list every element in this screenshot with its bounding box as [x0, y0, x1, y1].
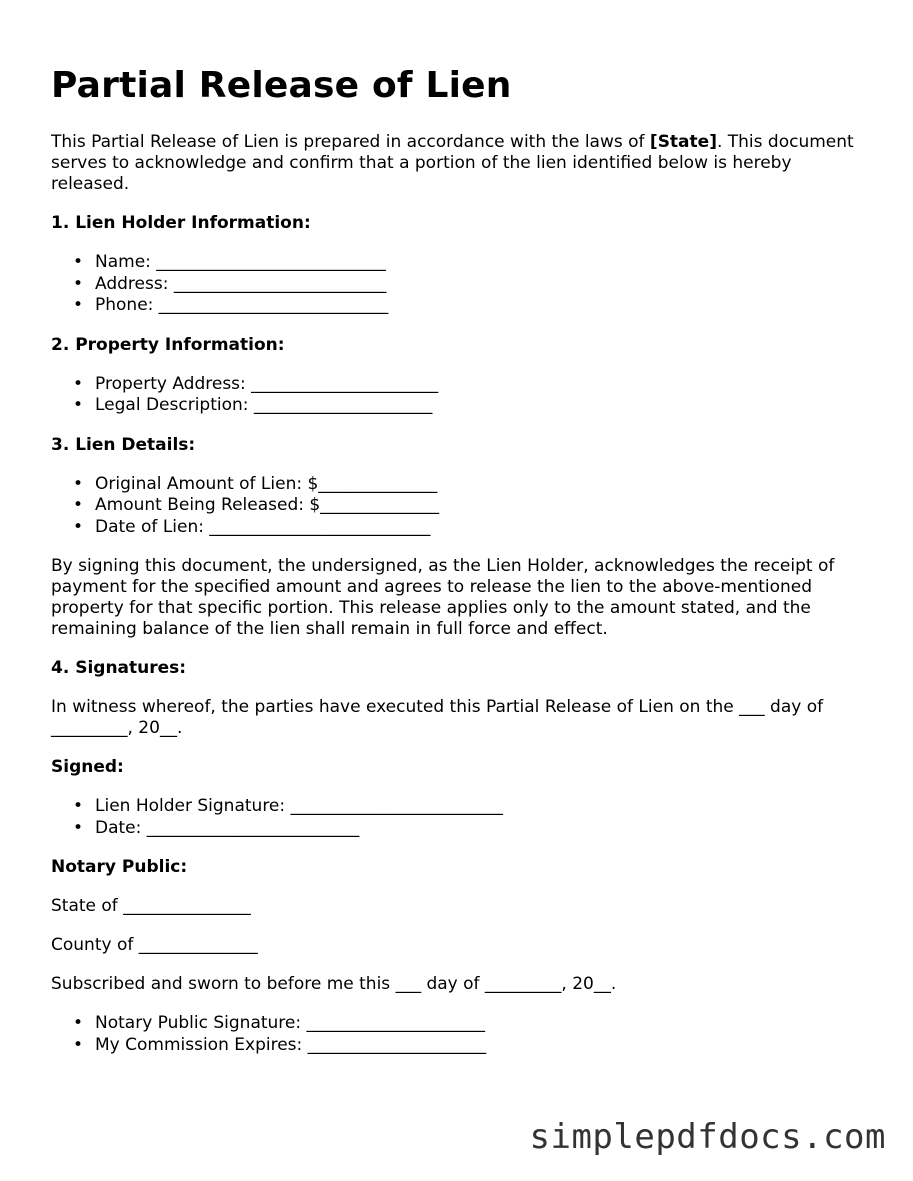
section-heading-property: 2. Property Information: [51, 334, 285, 355]
bullet-icon: • [73, 395, 84, 415]
notary-sworn-statement: Subscribed and sworn to before me this ___ day of _________, 20__. [51, 974, 617, 994]
acknowledgment-paragraph: By signing this document, the undersigned, as the Lien Holder, acknowledges the receipt of payment for the specified amount and agrees to release the lien to the above-mentioned property for that specific portion. This release applies only to the amount stated, and the remaining balance of the lien shall remain in full force and effect. [51, 556, 835, 639]
signed-date-field: Date: _________________________ [95, 817, 360, 838]
notary-state-field: State of _______________ [51, 896, 251, 916]
list-item [73, 1013, 871, 1035]
intro-paragraph [51, 132, 871, 195]
intro-text-before: This Partial Release of Lien is prepared in accordance with the laws of [51, 132, 650, 152]
signed-heading: Signed: [51, 757, 124, 777]
list-item [73, 516, 871, 539]
property-list [51, 374, 871, 417]
section-heading-signatures: 4. Signatures: [51, 658, 187, 678]
bullet-icon: • [73, 295, 84, 315]
lien-holder-name-field: Name: ___________________________ [95, 252, 386, 272]
commission-expires-field: My Commission Expires: _____________________ [95, 1034, 487, 1055]
list-item [73, 373, 871, 396]
bullet-icon: • [73, 273, 84, 294]
bullet-icon: • [73, 252, 84, 272]
notary-county-field: County of ______________ [51, 935, 258, 955]
list-item [73, 1034, 871, 1057]
notary-signature-field: Notary Public Signature: _____________________ [95, 1013, 486, 1033]
date-of-lien-field: Date of Lien: __________________________ [95, 516, 431, 537]
original-amount-field: Original Amount of Lien: $______________ [95, 473, 438, 494]
amount-released-field: Amount Being Released: $______________ [95, 495, 440, 515]
bullet-icon: • [73, 473, 84, 494]
intro-state-placeholder: [State] [649, 132, 717, 152]
list-item [73, 395, 871, 417]
lien-holder-list [51, 252, 871, 317]
bullet-icon: • [73, 1034, 84, 1055]
lien-holder-phone-field: Phone: ___________________________ [95, 295, 389, 315]
bullet-icon: • [73, 796, 84, 816]
lien-holder-address-field: Address: _________________________ [95, 273, 387, 294]
list-item [73, 295, 871, 317]
list-item [73, 252, 871, 274]
document-page [51, 62, 871, 1056]
list-item [73, 495, 871, 517]
list-item [73, 796, 871, 818]
watermark-text: simplepdfdocs.com [529, 1117, 886, 1157]
bullet-icon: • [73, 1013, 84, 1033]
intro-text-after: . This document serves to acknowledge and confirm that a portion of the lien identified below is hereby released. [51, 132, 854, 194]
bullet-icon: • [73, 817, 84, 838]
section-heading-lien-holder: 1. Lien Holder Information: [51, 213, 311, 233]
witness-paragraph: In witness whereof, the parties have executed this Partial Release of Lien on the ___ day of _________, 20__. [51, 697, 824, 738]
notary-heading: Notary Public: [51, 857, 188, 877]
lien-details-list [51, 474, 871, 539]
document-title: Partial Release of Lien [51, 65, 512, 106]
list-item [73, 473, 871, 496]
notary-list [51, 1013, 871, 1056]
property-address-field: Property Address: ______________________ [95, 373, 439, 394]
signed-list [51, 796, 871, 839]
lien-holder-signature-field: Lien Holder Signature: _________________________ [95, 796, 504, 816]
bullet-icon: • [73, 495, 84, 515]
bullet-icon: • [73, 373, 84, 394]
list-item [73, 273, 871, 296]
section-heading-lien-details: 3. Lien Details: [51, 434, 196, 455]
list-item [73, 817, 871, 840]
legal-description-field: Legal Description: _____________________ [95, 395, 433, 415]
bullet-icon: • [73, 516, 84, 537]
